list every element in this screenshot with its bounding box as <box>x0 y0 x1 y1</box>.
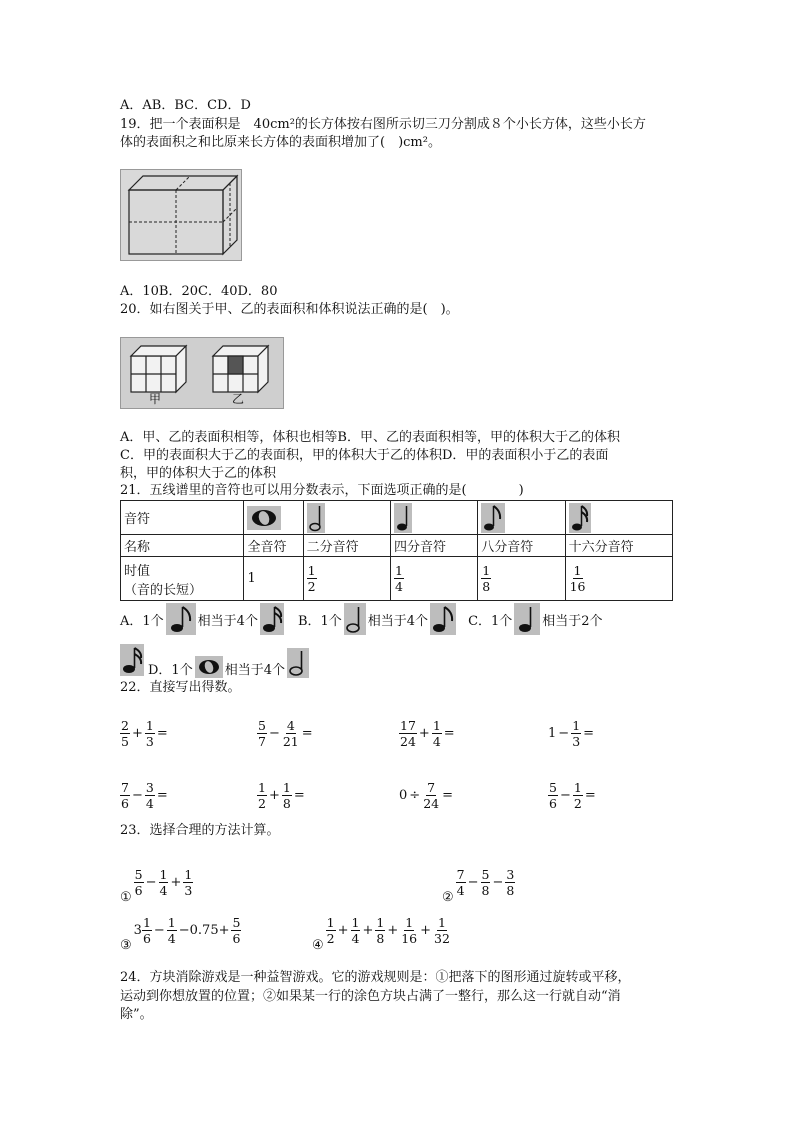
note-table <box>120 500 673 601</box>
opt-c-mid: 相当于2个 <box>542 613 603 629</box>
eighth-note-icon <box>481 503 505 533</box>
denominator: 2 <box>307 579 316 594</box>
quarter-note-icon <box>514 603 540 635</box>
q22-expr-7: 0 ÷ $\frac{7}{24}$ = <box>399 780 453 811</box>
q22-expr-2: $\frac{5}{7}$ − $\frac{4}{21}$ = <box>258 718 313 749</box>
cuboid-figure <box>120 169 242 261</box>
q20-stem: 20．如右图关于甲、乙的表面积和体积说法正确的是( )。 <box>120 302 459 317</box>
opt-a-mid: 相当于4个 <box>197 613 258 629</box>
circled-4: ④ <box>312 938 324 953</box>
value-header-line2: （音的长短） <box>124 582 203 598</box>
label-yi: 乙 <box>232 392 245 406</box>
value-header-line1: 时值 <box>124 563 151 579</box>
value-sixteenth <box>565 557 672 601</box>
name-half: 二分音符 <box>303 535 390 557</box>
name-sixteenth: 十六分音符 <box>565 535 672 557</box>
numerator: 1 <box>482 563 491 578</box>
name-quarter: 四分音符 <box>390 535 477 557</box>
equals: = <box>156 726 168 741</box>
sixteenth-note-icon <box>260 603 284 635</box>
q20-options-line2: C．甲的表面积大于乙的表面积，甲的体积大于乙的体积D．甲的表面积小于乙的表面 <box>120 448 609 463</box>
name-whole: 全音符 <box>244 535 303 557</box>
whole-note-icon <box>247 506 281 530</box>
opt-c-prefix: C．1个 <box>468 613 513 629</box>
q23-expr-2: ② $\frac{7}{4}$ − $\frac{5}{8}$ − $\frac{3}{8}$ <box>442 867 515 905</box>
eighth-note-icon <box>430 603 456 635</box>
q21-options-line1 <box>120 603 603 635</box>
half-note-icon <box>287 648 309 678</box>
row-header-name: 名称 <box>121 535 244 557</box>
denominator: 4 <box>394 579 403 594</box>
q22-expr-6: $\frac{1}{2}$ + $\frac{1}{8}$ = <box>258 780 305 811</box>
numerator: 1 <box>394 563 403 578</box>
q22-expr-3: $\frac{17}{24}$ + $\frac{1}{4}$ = <box>400 718 455 749</box>
eighth-note-icon <box>166 603 196 635</box>
half-note-icon <box>307 503 325 533</box>
q21-options-line2 <box>120 641 309 678</box>
name-eighth: 八分音符 <box>478 535 565 557</box>
q19-stem-line1: 19．把一个表面积是 40cm²的长方体按右图所示切三刀分割成８个小长方体，这些小长方 <box>120 117 646 132</box>
q23-stem: 23．选择合理的方法计算。 <box>120 823 280 838</box>
q22-stem: 22．直接写出得数。 <box>120 680 241 695</box>
label-jia: 甲 <box>149 392 162 406</box>
value-half <box>303 557 390 601</box>
sixteenth-note-icon <box>569 503 591 533</box>
quarter-note-icon <box>394 503 412 533</box>
q24-line1: 24．方块消除游戏是一种益智游戏。它的游戏规则是：①把落下的图形通过旋转或平移， <box>120 970 631 985</box>
value-quarter <box>390 557 477 601</box>
circled-2: ② <box>442 890 454 905</box>
q20-options-line3: 积，甲的体积大于乙的体积 <box>120 466 277 481</box>
opt-a-prefix: A．1个 <box>120 613 164 629</box>
opt-d-mid: 相当于4个 <box>224 663 285 678</box>
denominator: 8 <box>482 579 491 594</box>
q22-expr-8: $\frac{5}{6}$ − $\frac{1}{2}$ = <box>549 780 596 811</box>
half-note-icon <box>344 603 366 635</box>
q23-expr-1: ① $\frac{5}{6}$ − $\frac{1}{4}$ + $\frac{1}{3}$ <box>120 867 193 905</box>
q23-expr-3: ③ 3 $\frac{1}{6}$ − $\frac{1}{4}$ −0.75+ $\frac{5}{6}$ <box>120 915 241 953</box>
cubes-figure <box>120 337 284 409</box>
opt-b-prefix: B．1个 <box>297 613 342 629</box>
opt-b-mid: 相当于4个 <box>367 613 429 629</box>
row-header-value <box>121 557 244 601</box>
q18-options: A．AB．BC．CD．D <box>120 98 251 113</box>
value-eighth <box>478 557 565 601</box>
whole-note-icon <box>195 656 223 678</box>
denominator: 16 <box>569 579 586 594</box>
numerator: 1 <box>307 563 316 578</box>
q23-expr-4: ④ $\frac{1}{2}$ + $\frac{1}{4}$ + $\frac{1}{8}$ + $\frac{1}{16}$ + $\frac{1}{32}$ <box>312 915 450 953</box>
q22-expr-5: $\frac{7}{6}$ − $\frac{3}{4}$ = <box>121 780 168 811</box>
sixteenth-note-icon <box>120 644 144 676</box>
q19-stem-line2: 体的表面积之和比原来长方体的表面积增加了( )cm²。 <box>120 135 441 150</box>
circled-1: ① <box>120 890 132 905</box>
q20-options-line1: A．甲、乙的表面积相等，体积也相等B．甲、乙的表面积相等，甲的体积大于乙的体积 <box>120 430 620 445</box>
value-whole: 1 <box>244 557 303 601</box>
opt-d-prefix: D．1个 <box>148 663 193 678</box>
row-header-note: 音符 <box>121 501 244 535</box>
q22-expr-4: 1 − $\frac{1}{3}$ = <box>548 718 595 749</box>
q24-line2: 运动到你想放置的位置；②如果某一行的涂色方块占满了一整行，那么这一行就自动“消 <box>120 989 621 1004</box>
q22-expr-1: $\frac{2}{5}$ + $\frac{1}{3}$ = <box>121 718 168 749</box>
q19-options: A．10B．20C．40D．80 <box>120 284 278 299</box>
q21-stem: 21．五线谱里的音符也可以用分数表示，下面选项正确的是( ) <box>120 483 524 498</box>
q24-line3: 除”。 <box>120 1007 153 1022</box>
circled-3: ③ <box>120 938 132 953</box>
numerator: 1 <box>573 563 582 578</box>
